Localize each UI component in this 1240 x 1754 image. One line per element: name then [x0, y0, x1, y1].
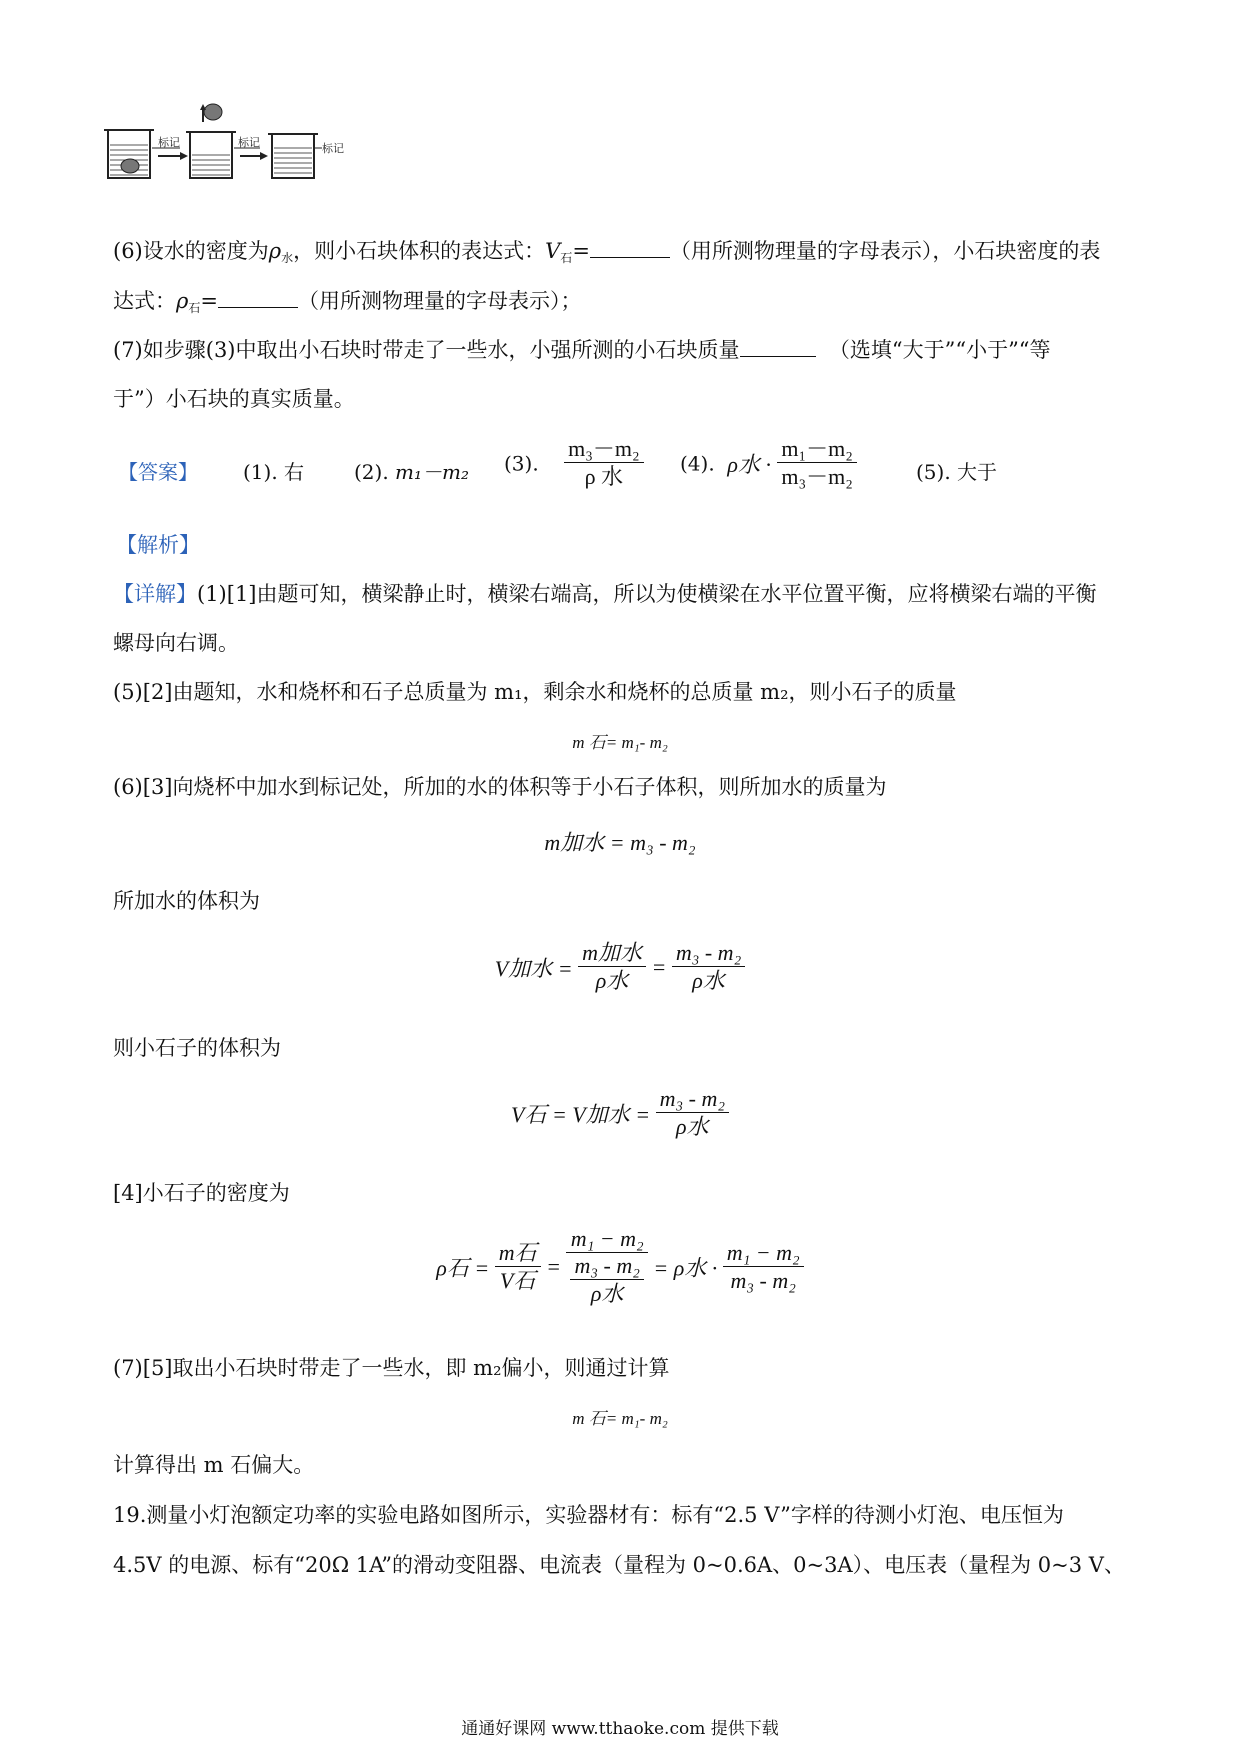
eq-m-stone: m 石= m₁- m₂: [572, 733, 668, 752]
answer-label: 【答案】: [118, 460, 198, 484]
eq-v-stone: V石 = V加水 = $\frac{\text{m₃ - m₂}}{\text{ρ水}}$: [0, 1086, 1240, 1141]
analysis-vol-stone: 则小石子的体积为: [113, 1036, 281, 1060]
density-answer-blank[interactable]: [218, 287, 298, 308]
analysis-p5: (5)[2]由题知，水和烧杯和石子总质量为 m₁，剩余水和烧杯的总质量 m₂，则小石子的质量: [113, 680, 957, 704]
beaker-3: [268, 134, 318, 178]
eq-rho: ρ石 = $\frac{\text{m石}}{\text{V石}}$ = $\frac{\text{m₁ − m₂}}{\frac{\text{m₃ - m₂}}{\text{ρ水}}}$ = ρ水 · $\frac{\text{m₁ − m₂}}{\text{m₃ - m₂}}$: [0, 1226, 1240, 1308]
arrow-2: [240, 152, 268, 160]
mass-compare-blank[interactable]: [740, 336, 816, 357]
beaker-2: [186, 104, 236, 178]
analysis-p6: (6)[3]向烧杯中加水到标记处，所加的水的体积等于小石子体积，则所加水的质量为: [113, 775, 887, 799]
answer-1: (1). 右: [243, 460, 305, 484]
arrow-1: [158, 152, 188, 160]
q7-line1: (7)如步骤(3)中取出小石块时带走了一些水，小强所测的小石块质量 （选填“大于”“小于”“等: [113, 338, 1051, 362]
analysis-label: 【解析】: [116, 533, 200, 557]
footer: 通通好课网 www.tthaoke.com 提供下载: [461, 1719, 779, 1739]
volume-answer-blank[interactable]: [590, 237, 670, 258]
eq-v-add: V加水 = $\frac{\text{m加水}}{\text{ρ水}}$ = $\frac{\text{m₃ - m₂}}{\text{ρ水}}$: [0, 940, 1240, 995]
q6-line2: 达式：$\rho_石=$ （用所测物理量的字母表示）；: [113, 289, 582, 315]
beaker-1: [104, 130, 154, 178]
q6-line1: (6)设水的密度为$\rho_水$，则小石块体积的表达式：$V_石=$ （用所测物理量的字母表示），小石块密度的表: [113, 239, 1101, 265]
answer-4: (4). ρ水 · $\frac{\text{m₁－m₂}}{\text{m₃－m₂}}$: [680, 436, 857, 491]
answer-5: (5). 大于: [916, 460, 998, 484]
eq-m-stone-2: m 石= m₁- m₂: [572, 1409, 668, 1428]
analysis-p7-end: 计算得出 m 石偏大。: [113, 1453, 315, 1477]
analysis-vol-add: 所加水的体积为: [113, 889, 260, 913]
answer-3: (3). $\frac{\text{m₃－m₂}}{\text{ρ 水}}$: [504, 436, 644, 491]
beaker-diagram: [100, 100, 360, 195]
mark-label-1: 标记: [158, 136, 180, 149]
analysis-p1b: 螺母向右调。: [113, 631, 239, 655]
analysis-p7: (7)[5]取出小石块时带走了一些水，即 m₂偏小，则通过计算: [113, 1356, 670, 1380]
analysis-p4: [4]小石子的密度为: [113, 1181, 290, 1205]
mark-label-3: 标记: [322, 142, 344, 155]
answer-2: (2). m₁－m₂: [354, 460, 470, 484]
q19-line1: 19.测量小灯泡额定功率的实验电路如图所示，实验器材有：标有“2.5 V”字样的待测小灯泡、电压恒为: [113, 1503, 1064, 1527]
q7-line2: 于”）小石块的真实质量。: [113, 387, 355, 411]
mark-label-2: 标记: [238, 136, 260, 149]
q19-line2: 4.5V 的电源、标有“20Ω 1A”的滑动变阻器、电流表（量程为 0~0.6A、0~3A）、电压表（量程为 0~3 V、: [113, 1553, 1125, 1577]
analysis-p1a: 【详解】(1)[1]由题可知，横梁静止时，横梁右端高，所以为使横梁在水平位置平衡，应将横梁右端的平衡: [113, 582, 1097, 606]
eq-m-add: m加水 = m₃ - m₂: [544, 830, 696, 855]
